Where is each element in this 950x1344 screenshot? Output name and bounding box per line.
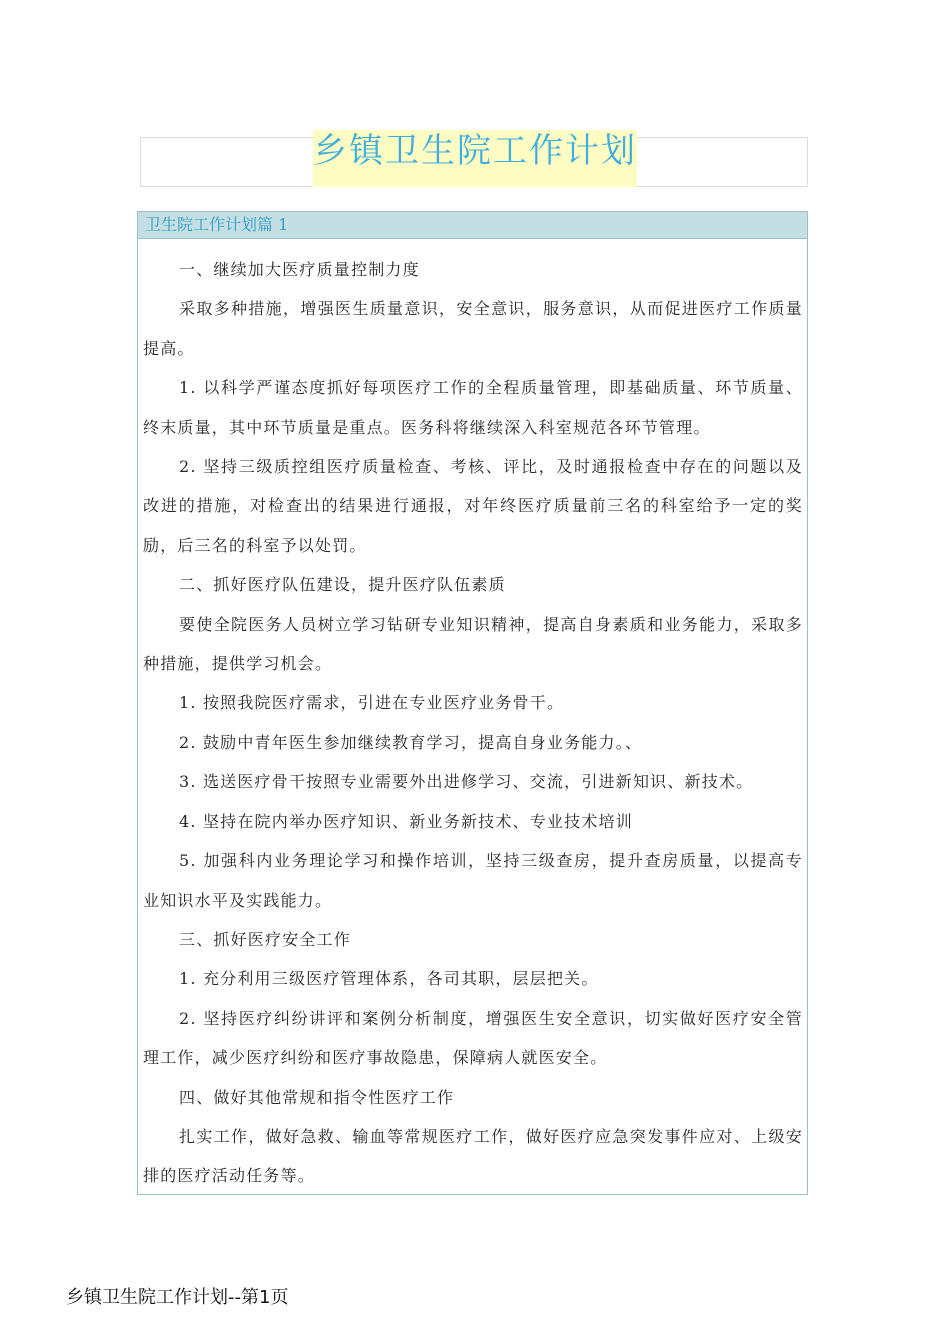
plan-section [137, 211, 808, 1195]
heading-medical-safety: 三、抓好医疗安全工作 [179, 929, 352, 949]
paragraph: 要使全院医务人员树立学习钻研专业知识精神，提高自身素质和业务能力，采取多种措施，提供学习机会。 [143, 614, 803, 674]
list-item: 2. 鼓励中青年医生参加继续教育学习，提高自身业务能力。、 [179, 732, 643, 752]
list-item: 2. 坚持三级质控组医疗质量检查、考核、评比，及时通报检查中存在的问题以及改进的措施，对检查出的结果进行通报，对年终医疗质量前三名的科室给予一定的奖励，后三名的科室予以处罚。 [143, 457, 803, 555]
heading-team-building: 二、抓好医疗队伍建设，提升医疗队伍素质 [179, 575, 506, 595]
heading-quality-control: 一、继续加大医疗质量控制力度 [179, 260, 420, 279]
section-header: 卫生院工作计划篇 1 [138, 212, 807, 239]
list-item: 1. 按照我院医疗需求，引进在专业医疗业务骨干。 [179, 693, 565, 713]
section-content [138, 239, 807, 1196]
list-item: 1. 充分利用三级医疗管理体系，各司其职，层层把关。 [179, 969, 599, 989]
list-item: 3. 选送医疗骨干按照专业需要外出进修学习、交流，引进新知识、新技术。 [179, 772, 754, 792]
list-item: 4. 坚持在院内举办医疗知识、新业务新技术、专业技术培训 [179, 811, 633, 831]
heading-routine-work: 四、做好其他常规和指令性医疗工作 [179, 1087, 455, 1107]
paragraph: 扎实工作，做好急救、输血等常规医疗工作，做好医疗应急突发事件应对、上级安排的医疗活动任务等。 [143, 1126, 803, 1186]
document-title: 乡镇卫生院工作计划 [313, 131, 637, 171]
list-item: 1. 以科学严谨态度抓好每项医疗工作的全程质量管理，即基础质量、环节质量、终末质量，其中环节质量是重点。医务科将继续深入科室规范各环节管理。 [143, 378, 803, 437]
paragraph: 采取多种措施，增强医生质量意识，安全意识，服务意识，从而促进医疗工作质量提高。 [143, 299, 803, 358]
list-item: 5. 加强科内业务理论学习和操作培训，坚持三级查房，提升查房质量，以提高专业知识水平及实践能力。 [143, 851, 803, 910]
page-footer: 乡镇卫生院工作计划--第1页 [66, 1287, 289, 1308]
list-item: 2. 坚持医疗纠纷讲评和案例分析制度，增强医生安全意识，切实做好医疗安全管理工作，减少医疗纠纷和医疗事故隐患，保障病人就医安全。 [143, 1008, 803, 1068]
